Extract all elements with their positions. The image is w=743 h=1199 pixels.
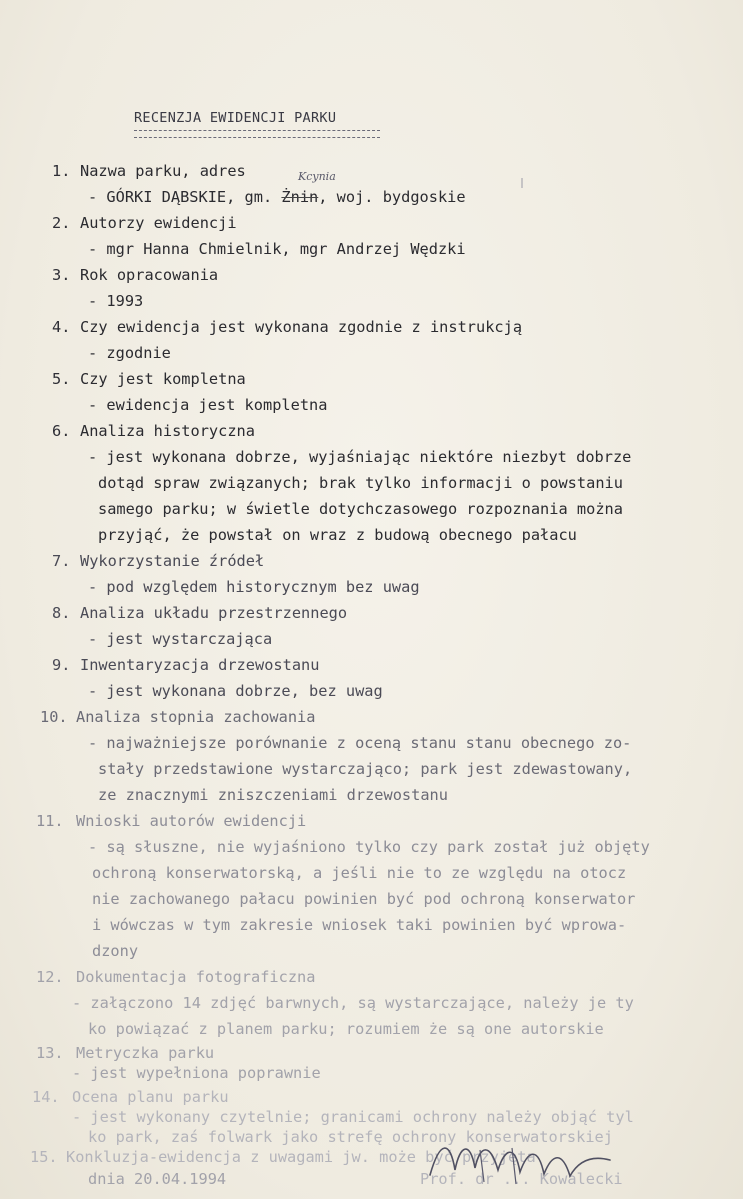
item-8-line-1: - jest wystarczająca — [88, 630, 273, 648]
item-13-line-1: - jest wypełniona poprawnie — [72, 1064, 321, 1082]
item-11-line-2: ochroną konserwatorską, a jeśli nie to ze względu na otocz — [92, 864, 627, 882]
signatory-name: Prof. dr ... Kowalecki — [420, 1170, 623, 1188]
item-12-heading: Dokumentacja fotograficzna — [76, 968, 316, 986]
item-2-line-1: - mgr Hanna Chmielnik, mgr Andrzej Wędzki — [88, 240, 466, 258]
item-8-heading: Analiza układu przestrzennego — [80, 604, 348, 622]
item-14-line-2: ko park, zaś folwark jako strefę ochrony konserwatorskiej — [88, 1128, 613, 1146]
item-2-number: 2. — [52, 214, 71, 232]
item-1-struck-word: Żnin — [281, 188, 319, 206]
item-4-number: 4. — [52, 318, 71, 336]
item-11-line-4: i wówczas w tym zakresie wniosek taki powinien być wprowa- — [92, 916, 627, 934]
item-10-line-3: ze znacznymi zniszczeniami drzewostanu — [98, 786, 448, 804]
item-3-number: 3. — [52, 266, 71, 284]
handwritten-correction: Kcynia — [298, 170, 336, 183]
item-11-number: 11. — [36, 812, 64, 830]
item-2-heading: Autorzy ewidencji — [80, 214, 237, 232]
item-13-number: 13. — [36, 1044, 64, 1062]
item-1-line-1-a: - GÓRKI DĄBSKIE, gm. — [88, 188, 282, 206]
item-5-number: 5. — [52, 370, 71, 388]
item-1-line-1 — [88, 190, 466, 205]
item-11-heading: Wnioski autorów ewidencji — [76, 812, 307, 830]
item-9-number: 9. — [52, 656, 71, 674]
item-1-line-1-b: , woj. bydgoskie — [318, 188, 466, 206]
item-1-number: 1. — [52, 162, 71, 180]
item-1-heading: Nazwa parku, adres — [80, 162, 246, 180]
item-10-number: 10. — [40, 708, 68, 726]
item-6-number: 6. — [52, 422, 71, 440]
item-3-heading: Rok opracowania — [80, 266, 219, 284]
item-5-line-1: - ewidencja jest kompletna — [88, 396, 328, 414]
item-6-line-2: dotąd spraw związanych; brak tylko informacji o powstaniu — [98, 474, 623, 492]
item-14-line-1: - jest wykonany czytelnie; granicami ochrony należy objąć tyl — [72, 1108, 634, 1126]
item-10-line-2: stały przedstawione wystarczająco; park jest zdewastowany, — [98, 760, 633, 778]
margin-mark — [520, 178, 524, 238]
item-7-line-1: - pod względem historycznym bez uwag — [88, 578, 420, 596]
document-date: dnia 20.04.1994 — [88, 1170, 227, 1188]
title-underline — [134, 130, 380, 138]
item-3-line-1: - 1993 — [88, 292, 144, 310]
item-14-number: 14. — [32, 1088, 60, 1106]
item-11-line-5: dzony — [92, 942, 139, 960]
item-12-number: 12. — [36, 968, 64, 986]
document-title: RECENZJA EWIDENCJI PARKU — [134, 110, 337, 126]
item-14-heading: Ocena planu parku — [72, 1088, 229, 1106]
item-15-number: 15. — [30, 1148, 58, 1166]
item-5-heading: Czy jest kompletna — [80, 370, 246, 388]
item-11-line-1: - są słuszne, nie wyjaśniono tylko czy park został już objęty — [88, 838, 650, 856]
item-6-line-3: samego parku; w świetle dotychczasowego rozpoznania można — [98, 500, 623, 518]
item-13-heading: Metryczka parku — [76, 1044, 215, 1062]
item-11-line-3: nie zachowanego pałacu powinien być pod ochroną konserwator — [92, 890, 636, 908]
item-12-line-2: ko powiązać z planem parku; rozumiem że są one autorskie — [88, 1020, 604, 1038]
item-6-line-4: przyjąć, że powstał on wraz z budową obecnego pałacu — [98, 526, 577, 544]
item-12-line-1: - załączono 14 zdjęć barwnych, są wystarczające, należy je ty — [72, 994, 634, 1012]
item-7-heading: Wykorzystanie źródeł — [80, 552, 265, 570]
item-4-line-1: - zgodnie — [88, 344, 171, 362]
item-7-number: 7. — [52, 552, 71, 570]
item-9-heading: Inwentaryzacja drzewostanu — [80, 656, 320, 674]
item-6-heading: Analiza historyczna — [80, 422, 255, 440]
item-6-line-1: - jest wykonana dobrze, wyjaśniając niektóre niezbyt dobrze — [88, 448, 632, 466]
item-10-line-1: - najważniejsze porównanie z oceną stanu stanu obecnego zo- — [88, 734, 632, 752]
item-10-heading: Analiza stopnia zachowania — [76, 708, 316, 726]
item-8-number: 8. — [52, 604, 71, 622]
item-9-line-1: - jest wykonana dobrze, bez uwag — [88, 682, 383, 700]
item-4-heading: Czy ewidencja jest wykonana zgodnie z instrukcją — [80, 318, 523, 336]
item-15-heading: Konkluzja-ewidencja z uwagami jw. może być przyjęta — [66, 1148, 536, 1166]
handwritten-signature — [420, 1120, 650, 1190]
